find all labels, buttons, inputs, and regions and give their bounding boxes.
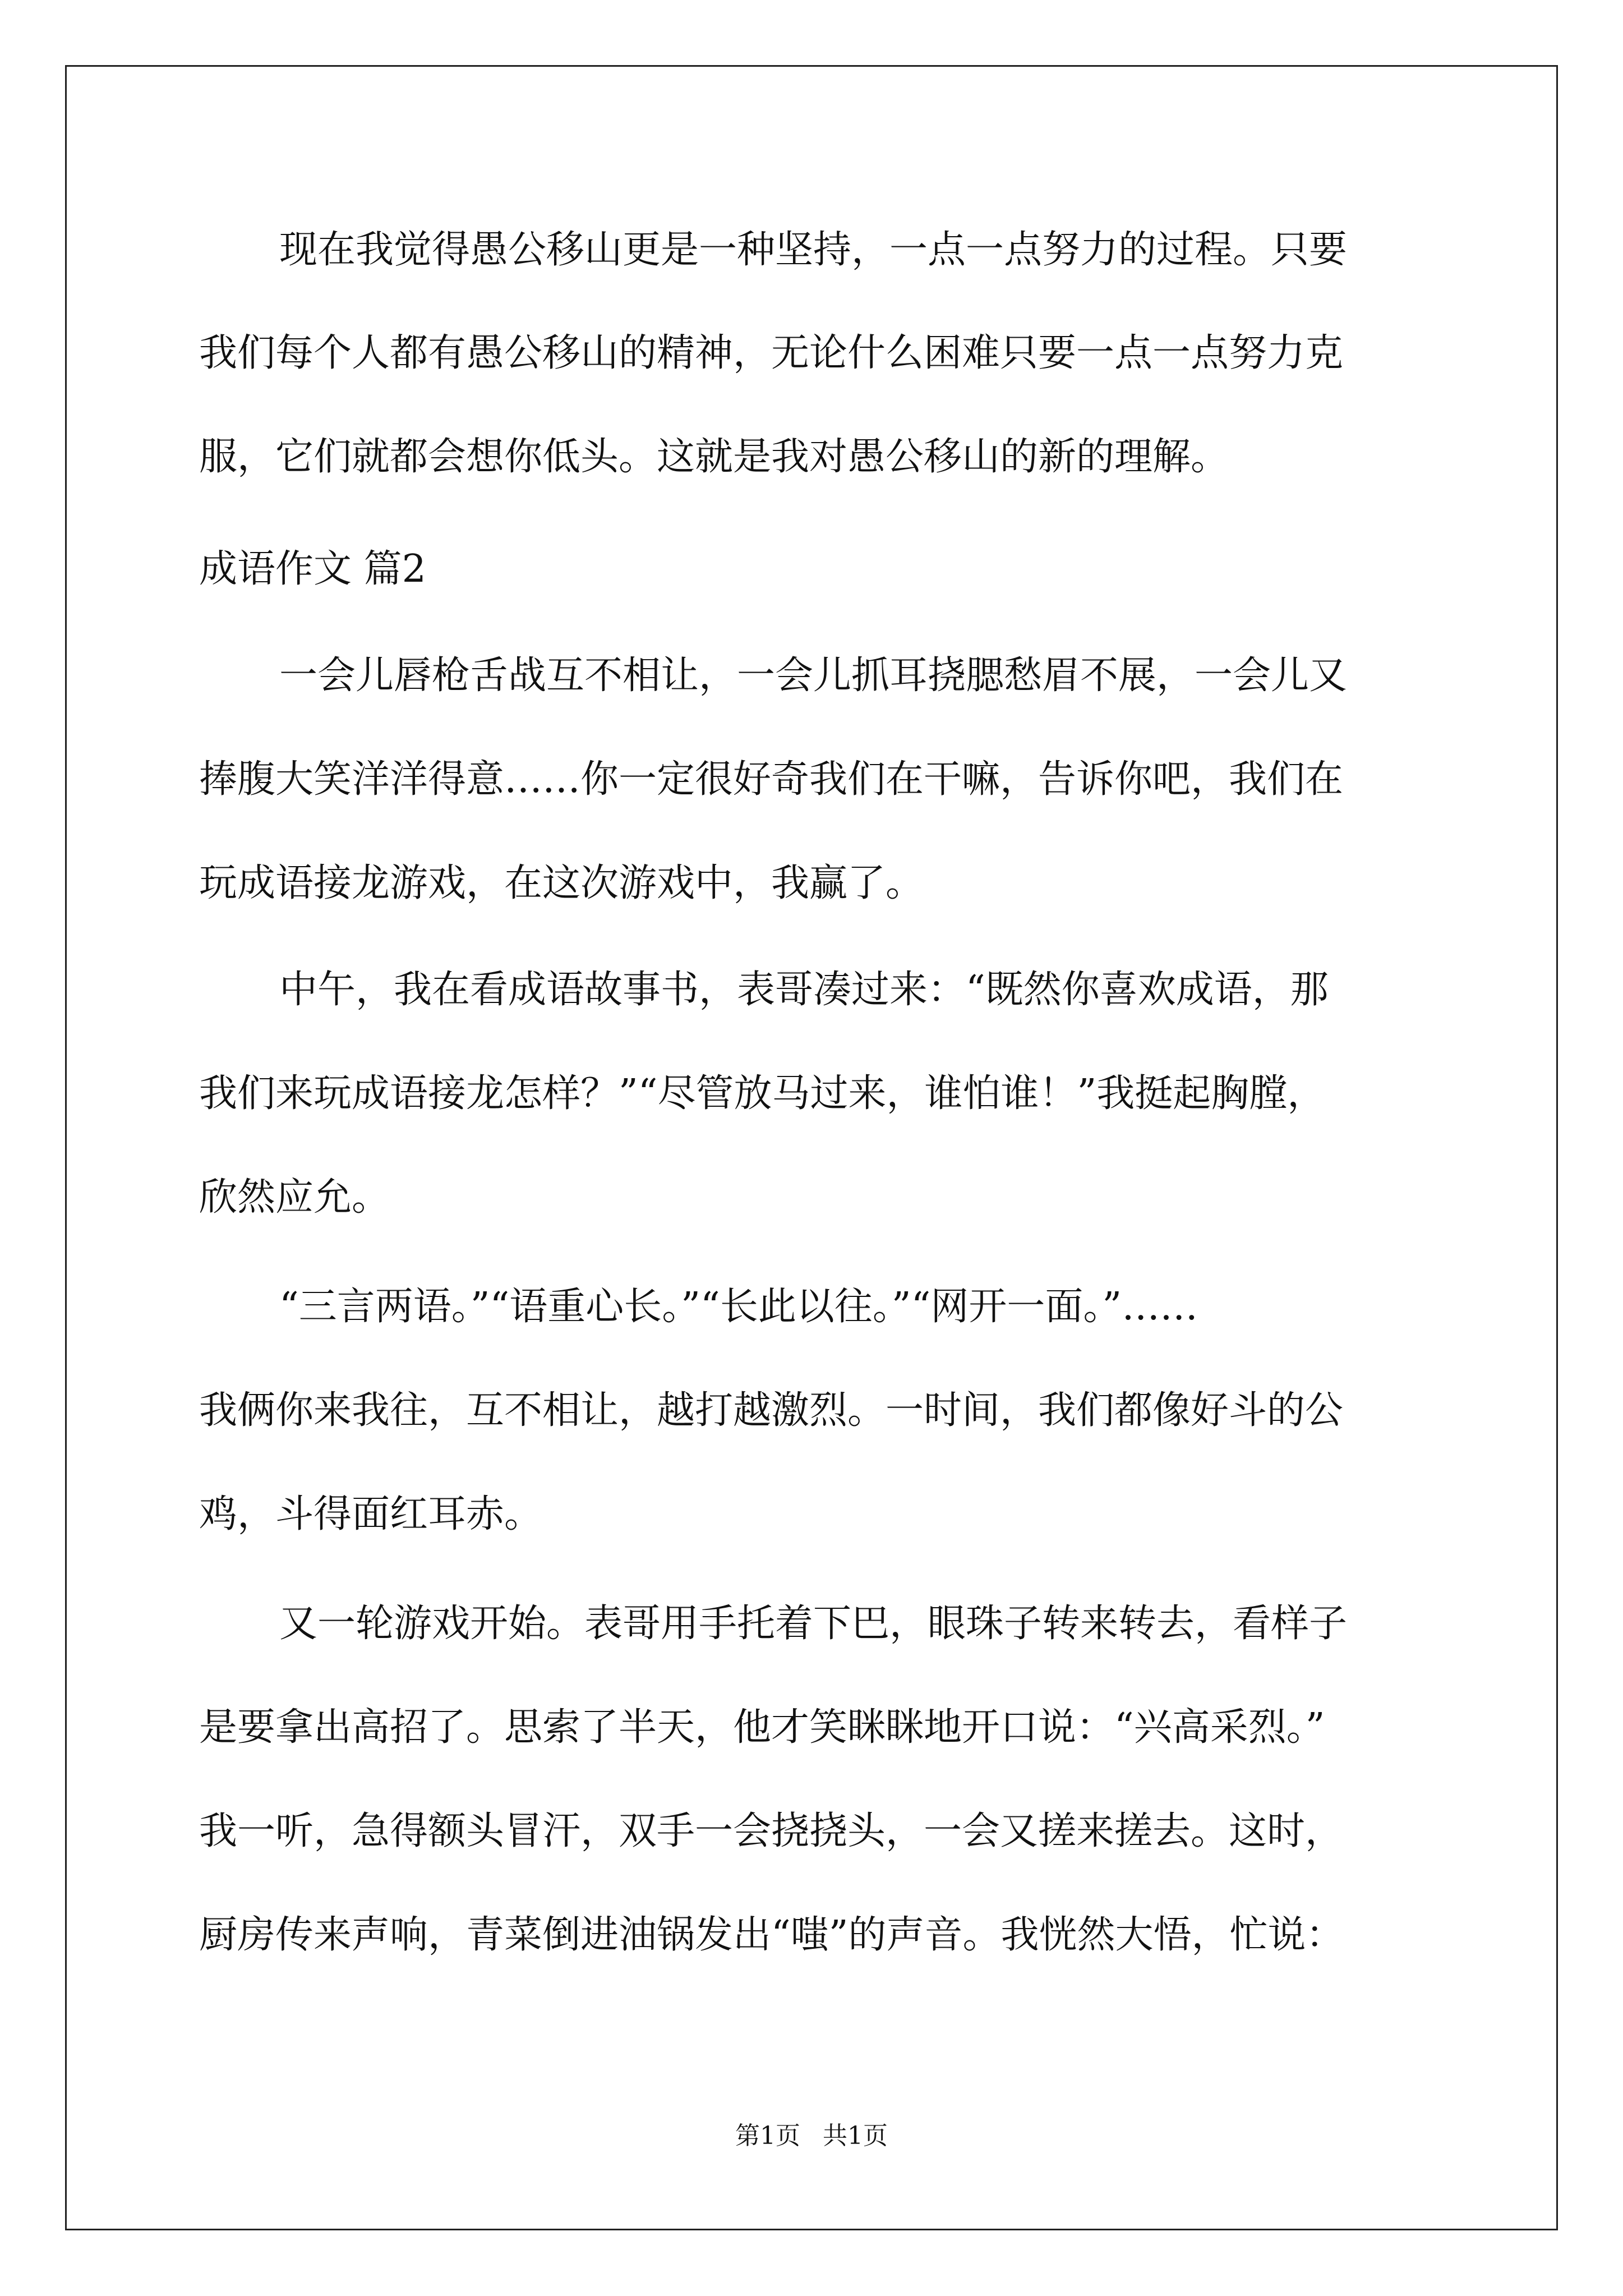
page-number: 第1页 <box>735 2122 800 2150</box>
body-line: 捧腹大笑洋洋得意……你一定很好奇我们在干嘛，告诉你吧，我们在 <box>199 757 1344 802</box>
body-line: 是要拿出高招了。思索了半天，他才笑眯眯地开口说：“兴高采烈。” <box>199 1705 1325 1750</box>
page-border <box>65 65 1558 2230</box>
body-line: 现在我觉得愚公移山更是一种坚持，一点一点努力的过程。只要 <box>279 228 1348 272</box>
page-footer <box>0 2120 1623 2152</box>
body-line: 我们来玩成语接龙怎样？”“尽管放马过来，谁怕谁！”我挺起胸膛， <box>199 1071 1326 1116</box>
body-line: 我俩你来我往，互不相让，越打越激烈。一时间，我们都像好斗的公 <box>199 1388 1344 1433</box>
body-line: 我一听，急得额头冒汗，双手一会挠挠头，一会又搓来搓去。这时， <box>199 1809 1344 1853</box>
section-heading: 成语作文 篇2 <box>199 547 426 591</box>
body-line: 厨房传来声响，青菜倒进油锅发出“嗤”的声音。我恍然大悟，忙说： <box>199 1913 1344 1957</box>
page-total: 共1页 <box>823 2122 888 2150</box>
body-line: 一会儿唇枪舌战互不相让，一会儿抓耳挠腮愁眉不展，一会儿又 <box>279 654 1348 698</box>
body-line: 服，它们就都会想你低头。这就是我对愚公移山的新的理解。 <box>199 435 1229 479</box>
body-line: 欣然应允。 <box>199 1175 390 1220</box>
body-line: 中午，我在看成语故事书，表哥凑过来：“既然你喜欢成语，那 <box>279 968 1329 1012</box>
body-line: 鸡，斗得面红耳赤。 <box>199 1492 543 1536</box>
body-line: 玩成语接龙游戏，在这次游戏中，我赢了。 <box>199 861 924 905</box>
body-line: “三言两语。”“语重心长。”“长此以往。”“网开一面。”…… <box>279 1285 1198 1329</box>
body-line: 又一轮游戏开始。表哥用手托着下巴，眼珠子转来转去，看样子 <box>279 1602 1348 1646</box>
body-line: 我们每个人都有愚公移山的精神，无论什么困难只要一点一点努力克 <box>199 331 1344 375</box>
